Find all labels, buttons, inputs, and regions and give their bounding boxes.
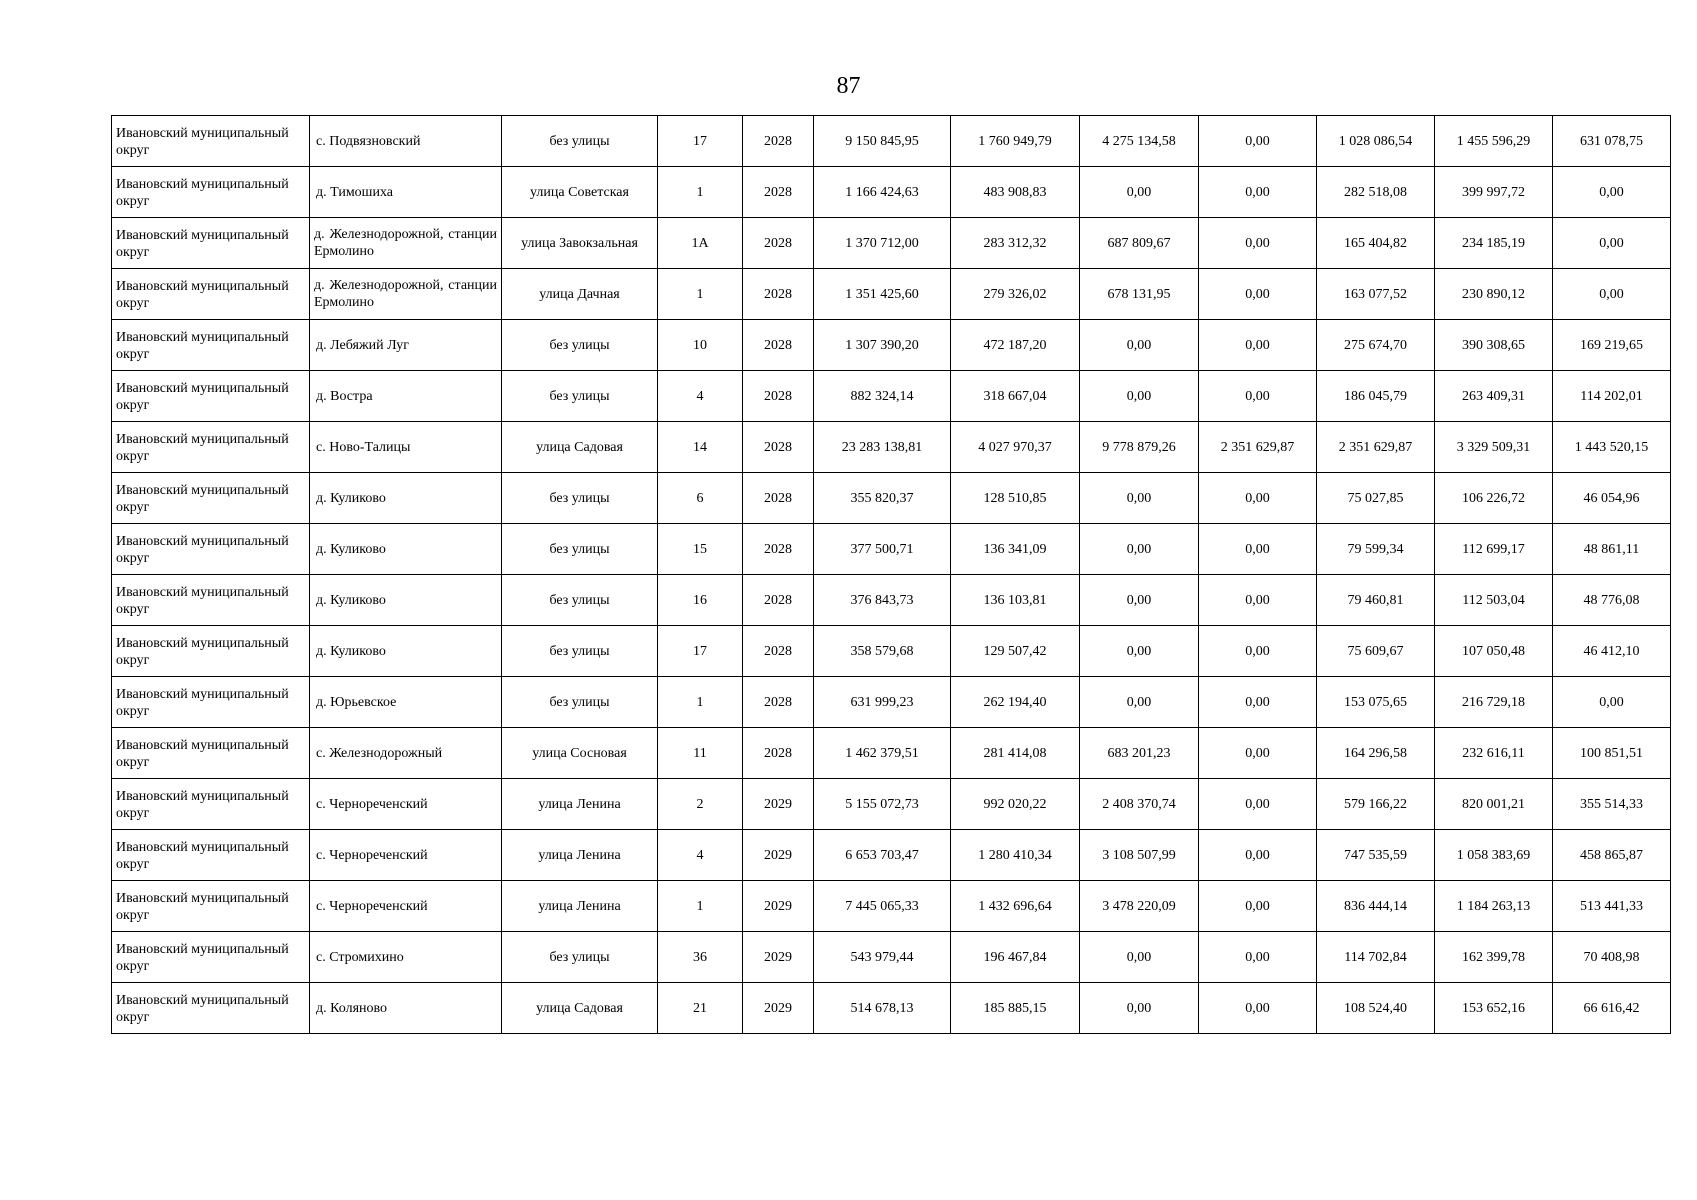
- locality-cell: с. Стромихино: [310, 932, 502, 983]
- year-cell: 2029: [743, 881, 814, 932]
- street-cell: без улицы: [502, 473, 658, 524]
- amount-cell-2: 0,00: [1080, 677, 1199, 728]
- amount-cell-4: 79 599,34: [1317, 524, 1435, 575]
- total-cost-cell: 1 307 390,20: [814, 320, 951, 371]
- amount-cell-5: 106 226,72: [1435, 473, 1553, 524]
- amount-cell-1: 196 467,84: [951, 932, 1080, 983]
- house-number-cell: 21: [658, 983, 743, 1034]
- district-cell: Ивановский муниципальный округ: [112, 473, 310, 524]
- amount-cell-1: 283 312,32: [951, 218, 1080, 269]
- district-cell: Ивановский муниципальный округ: [112, 677, 310, 728]
- amount-cell-1: 279 326,02: [951, 269, 1080, 320]
- table-row: [112, 728, 1671, 779]
- street-cell: без улицы: [502, 677, 658, 728]
- amount-cell-4: 79 460,81: [1317, 575, 1435, 626]
- amount-cell-2: 0,00: [1080, 167, 1199, 218]
- district-cell: Ивановский муниципальный округ: [112, 320, 310, 371]
- amount-cell-4: 1 028 086,54: [1317, 116, 1435, 167]
- amount-cell-2: 678 131,95: [1080, 269, 1199, 320]
- table-row: [112, 779, 1671, 830]
- amount-cell-2: 0,00: [1080, 932, 1199, 983]
- house-number-cell: 1А: [658, 218, 743, 269]
- district-cell: Ивановский муниципальный округ: [112, 779, 310, 830]
- house-number-cell: 1: [658, 269, 743, 320]
- amount-cell-4: 75 609,67: [1317, 626, 1435, 677]
- street-cell: улица Садовая: [502, 422, 658, 473]
- street-cell: улица Ленина: [502, 779, 658, 830]
- locality-cell: д. Лебяжий Луг: [310, 320, 502, 371]
- year-cell: 2028: [743, 473, 814, 524]
- amount-cell-6: 114 202,01: [1553, 371, 1671, 422]
- amount-cell-5: 390 308,65: [1435, 320, 1553, 371]
- amount-cell-5: 153 652,16: [1435, 983, 1553, 1034]
- amount-cell-4: 282 518,08: [1317, 167, 1435, 218]
- amount-cell-3: 0,00: [1199, 932, 1317, 983]
- locality-cell: с. Подвязновский: [310, 116, 502, 167]
- table-body: [112, 116, 1671, 1034]
- amount-cell-3: 0,00: [1199, 473, 1317, 524]
- amount-cell-3: 0,00: [1199, 218, 1317, 269]
- amount-cell-4: 836 444,14: [1317, 881, 1435, 932]
- table-row: [112, 371, 1671, 422]
- page-number: 87: [836, 73, 861, 99]
- amount-cell-2: 0,00: [1080, 626, 1199, 677]
- table-row: [112, 320, 1671, 371]
- district-cell: Ивановский муниципальный округ: [112, 932, 310, 983]
- total-cost-cell: 543 979,44: [814, 932, 951, 983]
- amount-cell-1: 4 027 970,37: [951, 422, 1080, 473]
- locality-cell: д. Тимошиха: [310, 167, 502, 218]
- year-cell: 2028: [743, 320, 814, 371]
- amount-cell-5: 1 184 263,13: [1435, 881, 1553, 932]
- amount-cell-3: 0,00: [1199, 269, 1317, 320]
- amount-cell-6: 70 408,98: [1553, 932, 1671, 983]
- amount-cell-3: 0,00: [1199, 677, 1317, 728]
- year-cell: 2029: [743, 932, 814, 983]
- district-cell: Ивановский муниципальный округ: [112, 524, 310, 575]
- year-cell: 2028: [743, 575, 814, 626]
- amount-cell-2: 3 108 507,99: [1080, 830, 1199, 881]
- amount-cell-5: 232 616,11: [1435, 728, 1553, 779]
- locality-cell: с. Чернореченский: [310, 779, 502, 830]
- amount-cell-1: 128 510,85: [951, 473, 1080, 524]
- table-row: [112, 269, 1671, 320]
- amount-cell-3: 0,00: [1199, 779, 1317, 830]
- amount-cell-1: 1 432 696,64: [951, 881, 1080, 932]
- amount-cell-6: 46 412,10: [1553, 626, 1671, 677]
- table-row: [112, 116, 1671, 167]
- year-cell: 2028: [743, 218, 814, 269]
- amount-cell-3: 0,00: [1199, 728, 1317, 779]
- district-cell: Ивановский муниципальный округ: [112, 575, 310, 626]
- locality-cell: д. Коляново: [310, 983, 502, 1034]
- amount-cell-6: 100 851,51: [1553, 728, 1671, 779]
- table-row: [112, 422, 1671, 473]
- year-cell: 2029: [743, 983, 814, 1034]
- amount-cell-4: 75 027,85: [1317, 473, 1435, 524]
- amount-cell-4: 2 351 629,87: [1317, 422, 1435, 473]
- amount-cell-3: 0,00: [1199, 626, 1317, 677]
- amount-cell-6: 355 514,33: [1553, 779, 1671, 830]
- locality-cell: с. Чернореченский: [310, 881, 502, 932]
- house-number-cell: 4: [658, 371, 743, 422]
- street-cell: улица Завокзальная: [502, 218, 658, 269]
- total-cost-cell: 5 155 072,73: [814, 779, 951, 830]
- amount-cell-1: 129 507,42: [951, 626, 1080, 677]
- total-cost-cell: 1 166 424,63: [814, 167, 951, 218]
- amount-cell-3: 0,00: [1199, 371, 1317, 422]
- amount-cell-5: 216 729,18: [1435, 677, 1553, 728]
- amount-cell-3: 0,00: [1199, 524, 1317, 575]
- amount-cell-2: 0,00: [1080, 524, 1199, 575]
- amount-cell-3: 0,00: [1199, 575, 1317, 626]
- total-cost-cell: 882 324,14: [814, 371, 951, 422]
- amount-cell-1: 1 280 410,34: [951, 830, 1080, 881]
- amount-cell-5: 399 997,72: [1435, 167, 1553, 218]
- locality-cell: д. Железнодорожной, станции Ермолино: [310, 269, 502, 320]
- district-cell: Ивановский муниципальный округ: [112, 167, 310, 218]
- amount-cell-5: 263 409,31: [1435, 371, 1553, 422]
- street-cell: без улицы: [502, 320, 658, 371]
- amount-cell-6: 458 865,87: [1553, 830, 1671, 881]
- amount-cell-1: 136 341,09: [951, 524, 1080, 575]
- house-number-cell: 17: [658, 116, 743, 167]
- amount-cell-6: 0,00: [1553, 269, 1671, 320]
- house-number-cell: 14: [658, 422, 743, 473]
- table-row: [112, 677, 1671, 728]
- amount-cell-4: 108 524,40: [1317, 983, 1435, 1034]
- total-cost-cell: 7 445 065,33: [814, 881, 951, 932]
- amount-cell-4: 164 296,58: [1317, 728, 1435, 779]
- amount-cell-6: 0,00: [1553, 677, 1671, 728]
- locality-cell: д. Юрьевское: [310, 677, 502, 728]
- amount-cell-1: 318 667,04: [951, 371, 1080, 422]
- amount-cell-4: 186 045,79: [1317, 371, 1435, 422]
- house-number-cell: 1: [658, 881, 743, 932]
- total-cost-cell: 358 579,68: [814, 626, 951, 677]
- locality-cell: д. Востра: [310, 371, 502, 422]
- amount-cell-2: 0,00: [1080, 320, 1199, 371]
- amount-cell-2: 2 408 370,74: [1080, 779, 1199, 830]
- amount-cell-6: 48 861,11: [1553, 524, 1671, 575]
- table-row: [112, 881, 1671, 932]
- amount-cell-3: 0,00: [1199, 881, 1317, 932]
- amount-cell-2: 687 809,67: [1080, 218, 1199, 269]
- amount-cell-4: 579 166,22: [1317, 779, 1435, 830]
- amount-cell-6: 169 219,65: [1553, 320, 1671, 371]
- amount-cell-4: 275 674,70: [1317, 320, 1435, 371]
- amount-cell-5: 112 699,17: [1435, 524, 1553, 575]
- house-number-cell: 1: [658, 167, 743, 218]
- amount-cell-6: 631 078,75: [1553, 116, 1671, 167]
- amount-cell-4: 153 075,65: [1317, 677, 1435, 728]
- year-cell: 2029: [743, 830, 814, 881]
- table-row: [112, 575, 1671, 626]
- locality-cell: д. Железнодорожной, станции Ермолино: [310, 218, 502, 269]
- amount-cell-4: 114 702,84: [1317, 932, 1435, 983]
- locality-cell: д. Куликово: [310, 473, 502, 524]
- table-row: [112, 524, 1671, 575]
- amount-cell-4: 163 077,52: [1317, 269, 1435, 320]
- locality-cell: с. Ново-Талицы: [310, 422, 502, 473]
- amount-cell-2: 0,00: [1080, 473, 1199, 524]
- locality-cell: д. Куликово: [310, 524, 502, 575]
- table-row: [112, 983, 1671, 1034]
- amount-cell-2: 0,00: [1080, 575, 1199, 626]
- district-cell: Ивановский муниципальный округ: [112, 422, 310, 473]
- district-cell: Ивановский муниципальный округ: [112, 218, 310, 269]
- total-cost-cell: 1 370 712,00: [814, 218, 951, 269]
- district-cell: Ивановский муниципальный округ: [112, 881, 310, 932]
- table-row: [112, 830, 1671, 881]
- amount-cell-1: 185 885,15: [951, 983, 1080, 1034]
- amount-cell-3: 0,00: [1199, 116, 1317, 167]
- amount-cell-5: 1 058 383,69: [1435, 830, 1553, 881]
- amount-cell-5: 112 503,04: [1435, 575, 1553, 626]
- year-cell: 2029: [743, 779, 814, 830]
- year-cell: 2028: [743, 269, 814, 320]
- total-cost-cell: 377 500,71: [814, 524, 951, 575]
- amount-cell-2: 4 275 134,58: [1080, 116, 1199, 167]
- amount-cell-2: 9 778 879,26: [1080, 422, 1199, 473]
- district-cell: Ивановский муниципальный округ: [112, 269, 310, 320]
- amount-cell-4: 165 404,82: [1317, 218, 1435, 269]
- table-row: [112, 473, 1671, 524]
- table-row: [112, 218, 1671, 269]
- house-number-cell: 6: [658, 473, 743, 524]
- total-cost-cell: 1 462 379,51: [814, 728, 951, 779]
- amount-cell-5: 1 455 596,29: [1435, 116, 1553, 167]
- locality-cell: с. Чернореченский: [310, 830, 502, 881]
- total-cost-cell: 6 653 703,47: [814, 830, 951, 881]
- amount-cell-1: 1 760 949,79: [951, 116, 1080, 167]
- street-cell: улица Ленина: [502, 881, 658, 932]
- amount-cell-5: 820 001,21: [1435, 779, 1553, 830]
- table-row: [112, 167, 1671, 218]
- street-cell: улица Ленина: [502, 830, 658, 881]
- registry-table: [111, 115, 1671, 1034]
- total-cost-cell: 1 351 425,60: [814, 269, 951, 320]
- district-cell: Ивановский муниципальный округ: [112, 983, 310, 1034]
- district-cell: Ивановский муниципальный округ: [112, 728, 310, 779]
- amount-cell-1: 483 908,83: [951, 167, 1080, 218]
- total-cost-cell: 9 150 845,95: [814, 116, 951, 167]
- street-cell: без улицы: [502, 524, 658, 575]
- year-cell: 2028: [743, 728, 814, 779]
- total-cost-cell: 355 820,37: [814, 473, 951, 524]
- year-cell: 2028: [743, 116, 814, 167]
- house-number-cell: 11: [658, 728, 743, 779]
- amount-cell-6: 46 054,96: [1553, 473, 1671, 524]
- street-cell: без улицы: [502, 371, 658, 422]
- table-row: [112, 932, 1671, 983]
- house-number-cell: 17: [658, 626, 743, 677]
- amount-cell-5: 3 329 509,31: [1435, 422, 1553, 473]
- street-cell: без улицы: [502, 626, 658, 677]
- locality-cell: с. Железнодорожный: [310, 728, 502, 779]
- amount-cell-6: 48 776,08: [1553, 575, 1671, 626]
- amount-cell-5: 234 185,19: [1435, 218, 1553, 269]
- amount-cell-6: 513 441,33: [1553, 881, 1671, 932]
- house-number-cell: 15: [658, 524, 743, 575]
- house-number-cell: 1: [658, 677, 743, 728]
- year-cell: 2028: [743, 524, 814, 575]
- district-cell: Ивановский муниципальный округ: [112, 116, 310, 167]
- year-cell: 2028: [743, 422, 814, 473]
- amount-cell-3: 0,00: [1199, 983, 1317, 1034]
- district-cell: Ивановский муниципальный округ: [112, 371, 310, 422]
- amount-cell-1: 262 194,40: [951, 677, 1080, 728]
- total-cost-cell: 376 843,73: [814, 575, 951, 626]
- amount-cell-6: 0,00: [1553, 218, 1671, 269]
- district-cell: Ивановский муниципальный округ: [112, 626, 310, 677]
- amount-cell-5: 107 050,48: [1435, 626, 1553, 677]
- amount-cell-2: 683 201,23: [1080, 728, 1199, 779]
- district-cell: Ивановский муниципальный округ: [112, 830, 310, 881]
- amount-cell-2: 0,00: [1080, 371, 1199, 422]
- total-cost-cell: 514 678,13: [814, 983, 951, 1034]
- house-number-cell: 16: [658, 575, 743, 626]
- amount-cell-6: 0,00: [1553, 167, 1671, 218]
- total-cost-cell: 23 283 138,81: [814, 422, 951, 473]
- amount-cell-2: 3 478 220,09: [1080, 881, 1199, 932]
- amount-cell-5: 162 399,78: [1435, 932, 1553, 983]
- amount-cell-2: 0,00: [1080, 983, 1199, 1034]
- house-number-cell: 4: [658, 830, 743, 881]
- street-cell: без улицы: [502, 575, 658, 626]
- amount-cell-6: 66 616,42: [1553, 983, 1671, 1034]
- table-row: [112, 626, 1671, 677]
- house-number-cell: 10: [658, 320, 743, 371]
- amount-cell-1: 472 187,20: [951, 320, 1080, 371]
- amount-cell-3: 0,00: [1199, 167, 1317, 218]
- amount-cell-4: 747 535,59: [1317, 830, 1435, 881]
- year-cell: 2028: [743, 677, 814, 728]
- locality-cell: д. Куликово: [310, 575, 502, 626]
- amount-cell-3: 0,00: [1199, 830, 1317, 881]
- amount-cell-1: 992 020,22: [951, 779, 1080, 830]
- amount-cell-1: 281 414,08: [951, 728, 1080, 779]
- amount-cell-3: 2 351 629,87: [1199, 422, 1317, 473]
- amount-cell-3: 0,00: [1199, 320, 1317, 371]
- year-cell: 2028: [743, 167, 814, 218]
- year-cell: 2028: [743, 371, 814, 422]
- house-number-cell: 2: [658, 779, 743, 830]
- street-cell: без улицы: [502, 932, 658, 983]
- amount-cell-1: 136 103,81: [951, 575, 1080, 626]
- street-cell: улица Советская: [502, 167, 658, 218]
- total-cost-cell: 631 999,23: [814, 677, 951, 728]
- amount-cell-5: 230 890,12: [1435, 269, 1553, 320]
- house-number-cell: 36: [658, 932, 743, 983]
- street-cell: улица Садовая: [502, 983, 658, 1034]
- locality-cell: д. Куликово: [310, 626, 502, 677]
- amount-cell-6: 1 443 520,15: [1553, 422, 1671, 473]
- street-cell: улица Сосновая: [502, 728, 658, 779]
- street-cell: улица Дачная: [502, 269, 658, 320]
- street-cell: без улицы: [502, 116, 658, 167]
- year-cell: 2028: [743, 626, 814, 677]
